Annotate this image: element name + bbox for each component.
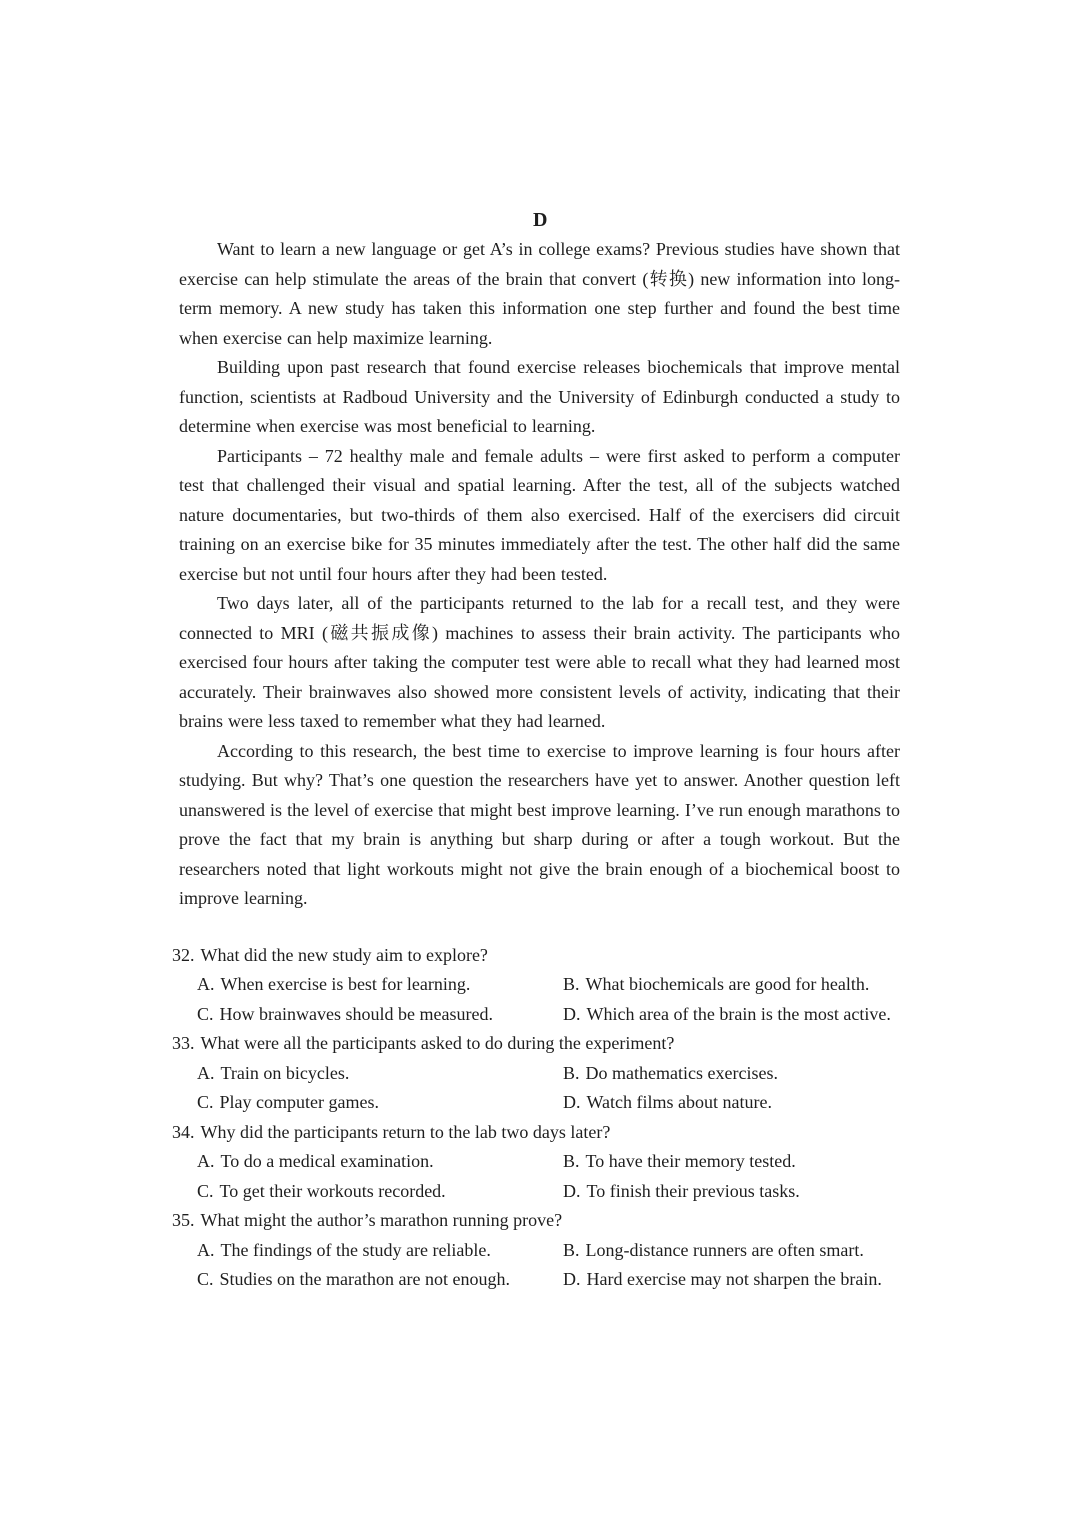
option-32-b (563, 970, 902, 1000)
passage-paragraph-5: According to this research, the best time to exercise to improve learning is four hours after studying. But why? That’s one question the researchers have yet to answer. Another question left unanswered is the level of exercise that might best improve learning. I’ve run enough marathons to prove the fact that my brain is anything but sharp during or after a tough workout. But the researchers noted that light workouts might not give the brain enough of a biochemical boost to improve learning. (179, 740, 900, 908)
option-34-b (563, 1147, 902, 1177)
option-35-b (563, 1236, 902, 1266)
question-number: 35. (172, 1210, 195, 1230)
option-35-a (197, 1236, 563, 1266)
option-label: A. (197, 1062, 215, 1083)
option-text: To get their workouts recorded. (219, 1180, 446, 1201)
option-text: To have their memory tested. (585, 1151, 796, 1171)
option-label: D. (563, 1092, 581, 1112)
passage-paragraph-1: Want to learn a new language or get A’s in college exams? Previous studies have shown that exercise can help stimulate the areas of the brain that convert (转换) new information into long-term memory. A new study has taken this information one step further and found the best time when exercise can help maximize learning. (179, 239, 900, 348)
option-label: C. (197, 1269, 214, 1289)
option-text: Watch films about nature. (586, 1092, 772, 1112)
question-32-text (172, 941, 902, 971)
option-34-c (197, 1177, 563, 1207)
option-32-c (197, 1000, 563, 1030)
option-35-c (197, 1265, 563, 1295)
reading-passage (172, 235, 900, 914)
question-stem: What might the author’s marathon running prove? (200, 1210, 563, 1230)
option-label: D. (563, 1269, 581, 1289)
option-text: How brainwaves should be measured. (219, 1003, 493, 1024)
option-label: B. (563, 1239, 580, 1260)
questions-section (172, 941, 902, 1295)
option-label: A. (197, 1239, 215, 1260)
passage-paragraph-4: Two days later, all of the participants returned to the lab for a recall test, and they were connected to MRI (磁共振成像) machines to assess their brain activity. The participants who exercised four hours after taking the computer test were able to recall what they had learned most accurately. Their brainwaves also showed more consistent levels of activity, indicating that their brains were less taxed to remember what they had learned. (179, 593, 900, 731)
option-text: Hard exercise may not sharpen the brain. (586, 1269, 882, 1289)
question-34-text (172, 1118, 902, 1148)
option-label: A. (197, 1151, 215, 1171)
option-label: A. (197, 974, 215, 994)
option-label: D. (563, 1180, 581, 1201)
question-33-text (172, 1029, 902, 1059)
option-33-c (197, 1088, 563, 1118)
question-32 (172, 941, 902, 1030)
passage-paragraph-3: Participants – 72 healthy male and female adults – were first asked to perform a computer test that challenged their visual and spatial learning. After the test, all of the subjects watched nature documentaries, but two-thirds of them also exercised. Half of the exercisers did circuit training on an exercise bike for 35 minutes immediately after the test. The other half did the same exercise but not until four hours after they had been tested. (179, 445, 900, 584)
option-34-a (197, 1147, 563, 1177)
option-text: Studies on the marathon are not enough. (219, 1269, 510, 1289)
option-text: Long-distance runners are often smart. (585, 1239, 864, 1260)
option-label: B. (563, 1151, 580, 1171)
question-33 (172, 1029, 902, 1118)
option-text: When exercise is best for learning. (220, 974, 471, 994)
option-33-b (563, 1059, 902, 1089)
question-stem: What were all the participants asked to do during the experiment? (200, 1033, 675, 1053)
option-label: C. (197, 1003, 214, 1024)
option-32-a (197, 970, 563, 1000)
option-text: Which area of the brain is the most active. (586, 1003, 891, 1024)
question-number: 33. (172, 1033, 195, 1053)
document-content (172, 205, 902, 1295)
option-33-d (563, 1088, 902, 1118)
option-text: To finish their previous tasks. (586, 1180, 800, 1201)
section-label: D (533, 209, 548, 231)
question-32-options (172, 970, 902, 1029)
option-33-a (197, 1059, 563, 1089)
question-number: 32. (172, 944, 195, 965)
option-label: B. (563, 974, 580, 994)
option-label: C. (197, 1092, 214, 1112)
question-34 (172, 1118, 902, 1207)
option-35-d (563, 1265, 902, 1295)
option-34-d (563, 1177, 902, 1207)
question-stem: Why did the participants return to the lab two days later? (200, 1121, 611, 1142)
option-text: Play computer games. (219, 1092, 379, 1112)
option-text: To do a medical examination. (220, 1151, 434, 1171)
question-stem: What did the new study aim to explore? (200, 944, 488, 965)
question-34-options (172, 1147, 902, 1206)
option-text: The findings of the study are reliable. (220, 1239, 491, 1260)
option-label: B. (563, 1062, 580, 1083)
question-35-text (172, 1206, 902, 1236)
option-text: Do mathematics exercises. (585, 1062, 778, 1083)
question-35 (172, 1206, 902, 1295)
option-text: What biochemicals are good for health. (585, 974, 870, 994)
question-35-options (172, 1236, 902, 1295)
option-text: Train on bicycles. (220, 1062, 350, 1083)
passage-paragraph-2: Building upon past research that found exercise releases biochemicals that improve mental function, scientists at Radboud University and the University of Edinburgh conducted a study to determine when exercise was most beneficial to learning. (179, 357, 900, 436)
question-33-options (172, 1059, 902, 1118)
option-32-d (563, 1000, 902, 1030)
question-number: 34. (172, 1121, 195, 1142)
option-label: C. (197, 1180, 214, 1201)
option-label: D. (563, 1003, 581, 1024)
